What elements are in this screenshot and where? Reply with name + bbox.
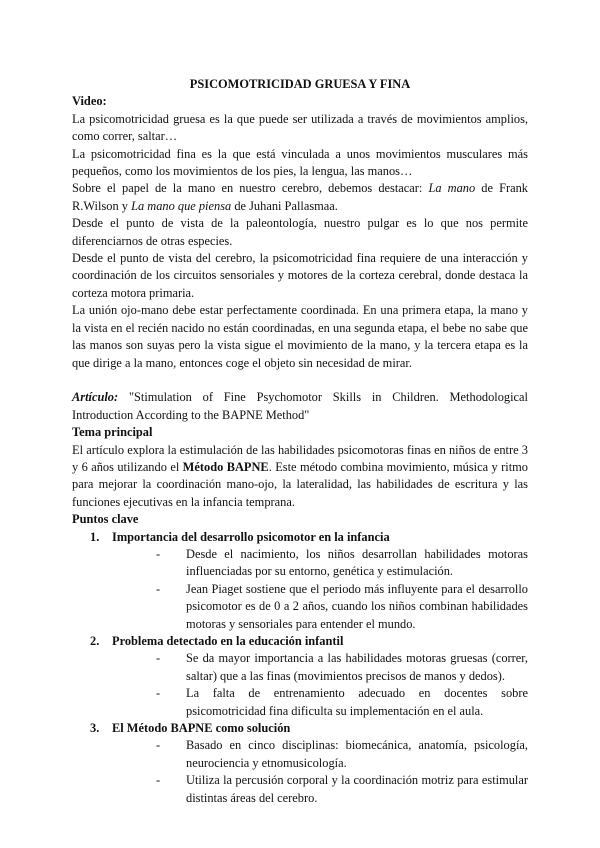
bullet-text: Utiliza la percusión corporal y la coordinación motriz para estimular distintas áreas del cerebro. (186, 773, 528, 805)
bullet-text: La falta de entrenamiento adecuado en docentes sobre psicomotricidad fina dificulta su implementación en el aula. (186, 686, 528, 718)
bullet-text: Desde el nacimiento, los niños desarrollan habilidades motoras influenciadas por su entorno, genética y estimulación. (186, 546, 528, 579)
bullet-text: Se da mayor importancia a las habilidades motoras gruesas (correr, saltar) que a las finas (movimientos precisos de manos y dedos). (186, 651, 528, 683)
method-name: Método BAPNE (182, 459, 269, 474)
bullet-item (150, 650, 528, 685)
point-title: Problema detectado en la educación infantil (112, 633, 344, 648)
text-run: El artículo explora la estimulación de las habilidades psicomotoras finas en niños de entre 3 y 6 años utilizando el (72, 442, 528, 474)
bullet-text: Basado en cinco disciplinas: biomecánica, anatomía, psicología, neurociencia y etnomusicología. (186, 738, 528, 770)
point-title: El Método BAPNE como solución (112, 721, 291, 736)
text-run: de Frank R.Wilson y (72, 181, 528, 213)
point-number: 3. (90, 721, 100, 736)
bullet-list (112, 650, 528, 720)
bullet-item (150, 581, 528, 633)
spacer (72, 372, 528, 389)
text-run: . Este método combina movimiento, música y ritmo para mejorar la coordinación mano-ojo, la lateralidad, las habilidades de escritura y las funciones ejecutivas en la infancia temprana. (72, 459, 528, 509)
topic-heading: Tema principal (72, 425, 153, 440)
video-paragraph: La unión ojo-mano debe estar perfectamente coordinada. En una primera etapa, la mano y la vista en el recién nacido no están coordinadas, en una segunda etapa, el bebe no sabe que las manos son suyas pero la vista sigue el movimiento de la mano, y la tercera etapa es la que dirige a la mano, entonces coge el objeto sin necesidad de mirar. (72, 303, 528, 370)
article-label: Artículo: (72, 390, 119, 405)
key-point (72, 529, 528, 633)
point-number: 1. (90, 529, 100, 544)
bullet-item (150, 772, 528, 807)
text-run: Sobre el papel de la mano en nuestro cerebro, debemos destacar: (72, 181, 429, 196)
bullet-list (112, 546, 528, 633)
key-point (72, 720, 528, 807)
dash-marker: - (156, 738, 161, 753)
bullet-item (150, 737, 528, 772)
dash-marker: - (156, 581, 161, 596)
book-title: La mano (428, 181, 476, 196)
video-paragraph (72, 180, 528, 215)
video-paragraph: La psicomotricidad fina es la que está vinculada a unos movimientos musculares más pequeños, como los movimientos de los pies, la lengua, las manos… (72, 146, 528, 179)
dash-marker: - (156, 686, 161, 701)
article-citation (72, 389, 528, 424)
video-heading: Video: (72, 94, 107, 109)
topic-paragraph (72, 442, 528, 512)
text-run: de Juhani Pallasmaa. (231, 198, 338, 213)
bullet-text: Jean Piaget sostiene que el periodo más influyente para el desarrollo psicomotor es de 0 a 2 años, cuando los niños combinan habilidades motoras y sensoriales para entender el mundo. (186, 581, 528, 631)
video-paragraph: Desde el punto de vista del cerebro, la psicomotricidad fina requiere de una interacción y coordinación de los circuitos sensoriales y motores de la corteza cerebral, donde destaca la corteza motora primaria. (72, 251, 528, 300)
bullet-item (150, 685, 528, 720)
dash-marker: - (156, 651, 161, 666)
dash-marker: - (156, 773, 161, 788)
article-title: "Stimulation of Fine Psychomotor Skills in Children. Methodological Introduction According to the BAPNE Method" (72, 390, 528, 422)
point-title: Importancia del desarrollo psicomotor en la infancia (112, 529, 390, 544)
book-title: La mano que piensa (131, 198, 232, 213)
bullet-list (112, 737, 528, 807)
bullet-item (150, 546, 528, 581)
key-points-list (72, 529, 528, 808)
points-heading: Puntos clave (72, 512, 139, 527)
page-title: PSICOMOTRICIDAD GRUESA Y FINA (189, 77, 411, 91)
key-point (72, 633, 528, 720)
video-paragraph: La psicomotricidad gruesa es la que puede ser utilizada a través de movimientos amplios, como correr, saltar… (72, 111, 528, 144)
video-paragraph: Desde el punto de vista de la paleontología, nuestro pulgar es lo que nos permite diferenciarnos de otras especies. (72, 216, 528, 248)
dash-marker: - (156, 546, 161, 561)
point-number: 2. (90, 633, 100, 648)
